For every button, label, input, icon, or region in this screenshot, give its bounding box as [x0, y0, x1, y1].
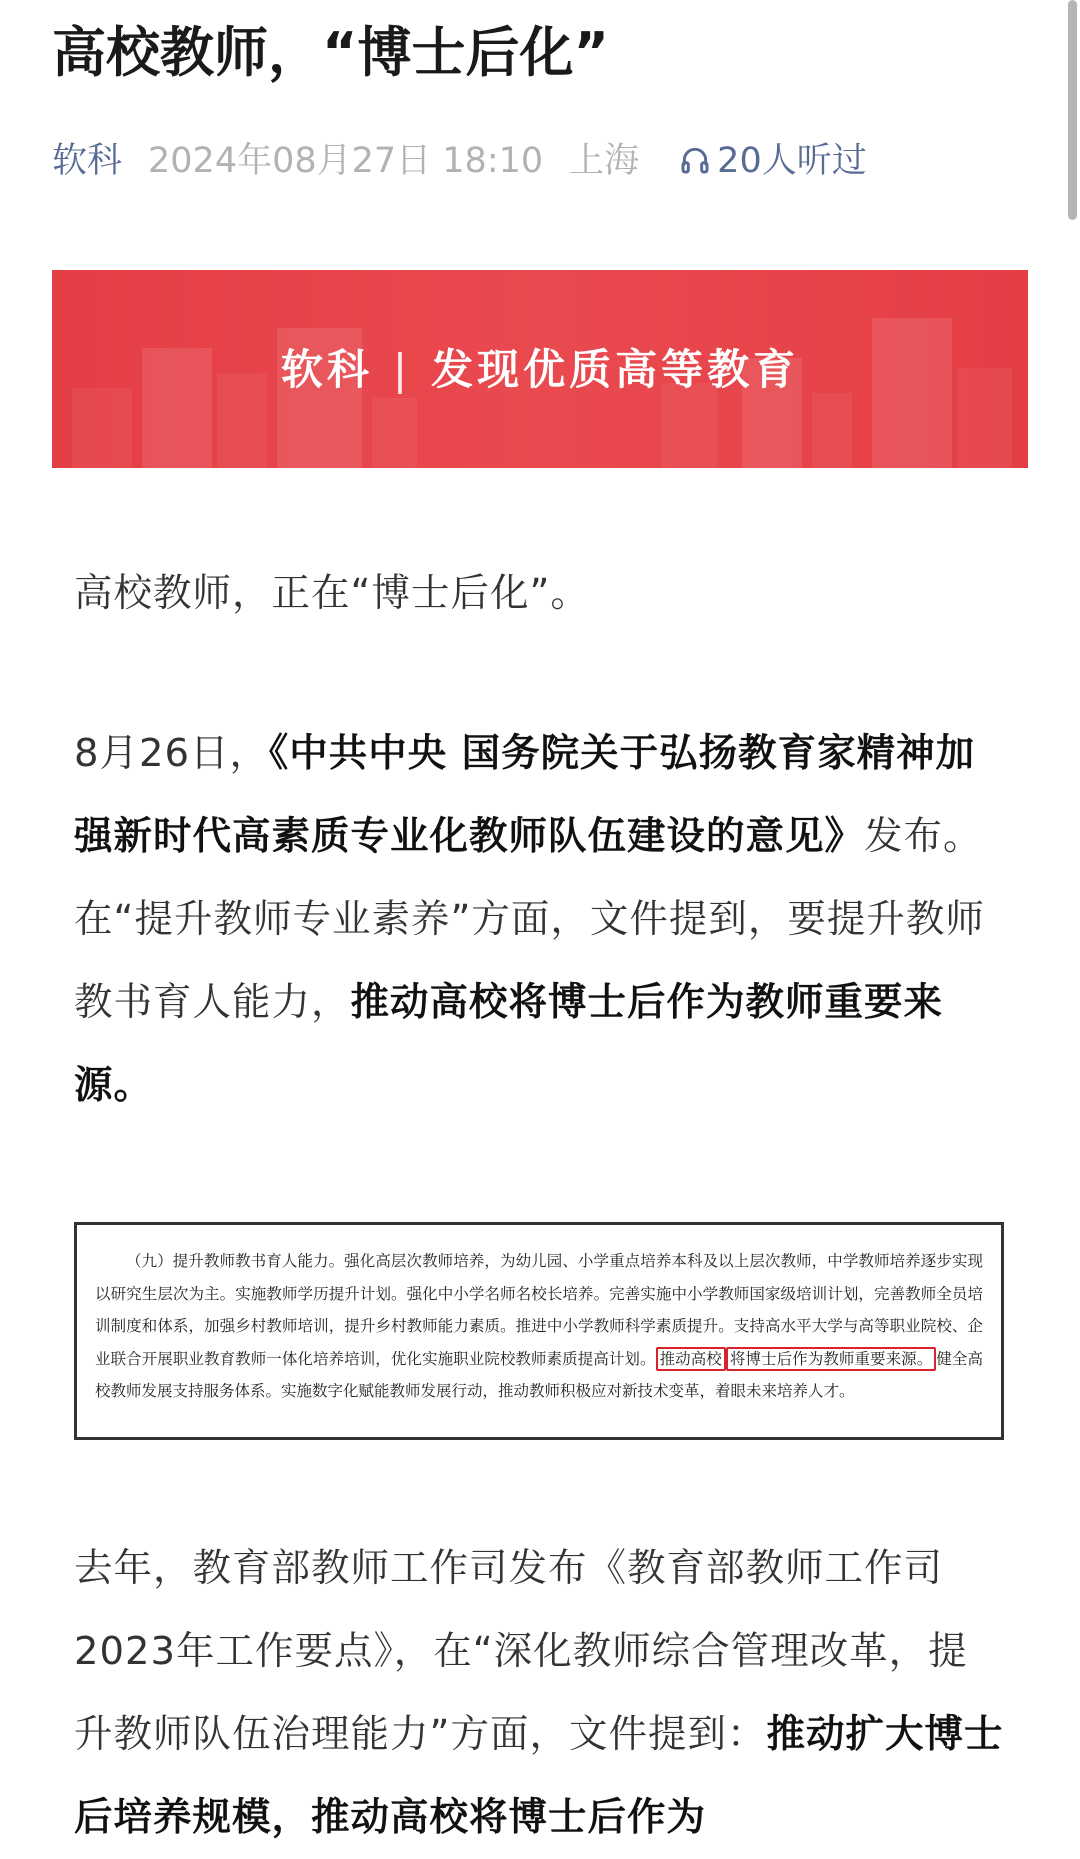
document-excerpt-image	[74, 1222, 1004, 1440]
paragraph-intro: 高校教师，正在“博士后化”。	[74, 571, 590, 616]
key-highlight: 推动高校将博士后作为教师重要来源。	[74, 980, 944, 1108]
paragraph-body: 发布。在“提升教师专业素养”方面，文件提到，要提升教师教书育人能力，	[74, 814, 985, 1025]
banner-separator: |	[392, 345, 412, 394]
location: 上海	[569, 141, 640, 181]
last-year-highlight: 推动扩大博士后培养规模，推动高校将博士后作为	[74, 1712, 1004, 1840]
document-excerpt-text	[95, 1245, 983, 1408]
listen-count: 20人听过	[717, 141, 867, 181]
banner-slogan: 发现优质高等教育	[431, 345, 800, 394]
paragraph-last-year	[74, 1527, 1004, 1859]
article-meta	[52, 136, 1052, 186]
brand-banner	[52, 270, 1028, 468]
excerpt-before: （九）提升教师教书育人能力。强化高层次教师培养，为幼儿园、小学重点培养本科及以上层次教师，中学教师培养逐步实现以研究生层次为主。实施教师学历提升计划。强化中小学名师名校长培养。完善实施中小学教师国家级培训计划，完善教师全员培训制度和体系，加强乡村教师培训，提升乡村教师能力素质。推进中小学教师科学素质提升。支持高水平大学与高等职业院校、企业联合开展职业教育教师一体化培养培训，优化实施职业院校教师素质提高计划。	[95, 1252, 983, 1368]
paragraph-policy	[74, 712, 1004, 1127]
publish-date: 2024年08月27日 18:10	[148, 141, 544, 181]
listen-button[interactable]	[679, 141, 867, 181]
scrollbar-thumb[interactable]	[1068, 0, 1077, 220]
banner-title	[52, 342, 1028, 398]
excerpt-highlight-1: 推动高校	[656, 1347, 726, 1371]
excerpt-highlight-2: 将博士后作为教师重要来源。	[726, 1347, 936, 1371]
document-title: 《中共中央 国务院关于弘扬教育家精神加强新时代高素质专业化教师队伍建设的意见》	[74, 731, 976, 859]
headphones-icon	[679, 144, 711, 176]
article-title: 高校教师，“博士后化”	[52, 21, 609, 84]
paragraph-date: 8月26日，	[74, 731, 269, 776]
paragraph-last-year-intro: 去年，教育部教师工作司发布《教育部教师工作司2023年工作要点》，在“深化教师综合管理改革，提升教师队伍治理能力”方面，文件提到：	[74, 1546, 968, 1757]
banner-brand: 软科	[280, 345, 373, 394]
author-link[interactable]: 软科	[52, 141, 123, 181]
excerpt-after: 健全高校教师发展支持服务体系。实施数字化赋能教师发展行动，推动教师积极应对新技术变革，着眼未来培养人才。	[95, 1349, 983, 1400]
